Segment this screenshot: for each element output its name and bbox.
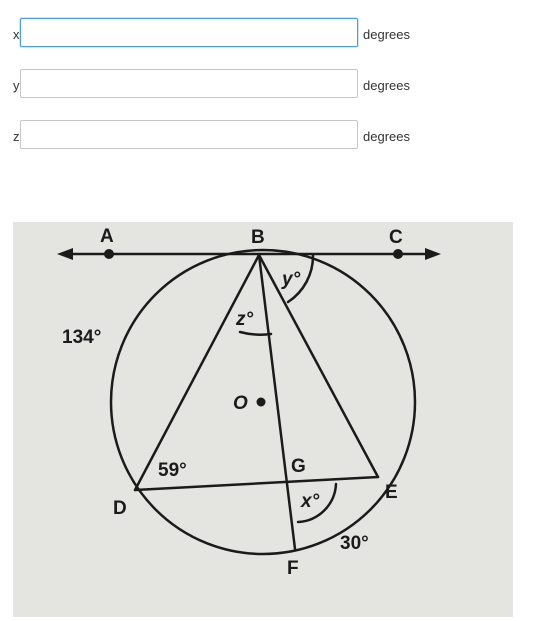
label-center-o: O bbox=[233, 393, 248, 414]
label-angle-y: y° bbox=[282, 269, 301, 290]
point-a-dot bbox=[104, 249, 114, 259]
center-o-dot bbox=[257, 398, 266, 407]
arrow-left-icon bbox=[57, 248, 73, 260]
answer-input-x[interactable] bbox=[20, 18, 358, 47]
arrow-right-icon bbox=[425, 248, 441, 260]
chord-bd bbox=[135, 255, 259, 490]
circle-diagram bbox=[13, 222, 513, 617]
label-point-f: F bbox=[287, 558, 299, 579]
label-point-a: A bbox=[100, 226, 114, 247]
unit-label-x: degrees bbox=[363, 27, 410, 42]
point-c-dot bbox=[393, 249, 403, 259]
label-point-d: D bbox=[113, 498, 127, 519]
label-arc-bd: 134° bbox=[62, 327, 102, 348]
answer-row-z bbox=[0, 120, 533, 152]
label-point-c: C bbox=[389, 227, 403, 248]
answer-label-y: y bbox=[13, 78, 20, 93]
label-angle-x: x° bbox=[301, 491, 320, 512]
unit-label-z: degrees bbox=[363, 129, 410, 144]
label-angle-z: z° bbox=[236, 309, 254, 330]
label-point-b: B bbox=[251, 227, 265, 248]
label-point-e: E bbox=[385, 482, 398, 503]
chord-be bbox=[259, 255, 378, 477]
answer-row-y bbox=[0, 69, 533, 101]
answer-input-y[interactable] bbox=[20, 69, 358, 98]
label-point-g: G bbox=[291, 456, 306, 477]
answer-label-x: x bbox=[13, 27, 20, 42]
label-arc-ef: 30° bbox=[340, 533, 369, 554]
answer-row-x bbox=[0, 18, 533, 50]
answer-input-z[interactable] bbox=[20, 120, 358, 149]
angle-arc-z bbox=[240, 332, 271, 335]
unit-label-y: degrees bbox=[363, 78, 410, 93]
answer-label-z: z bbox=[13, 129, 20, 144]
geometry-figure bbox=[13, 222, 513, 617]
label-angle-d: 59° bbox=[158, 460, 187, 481]
